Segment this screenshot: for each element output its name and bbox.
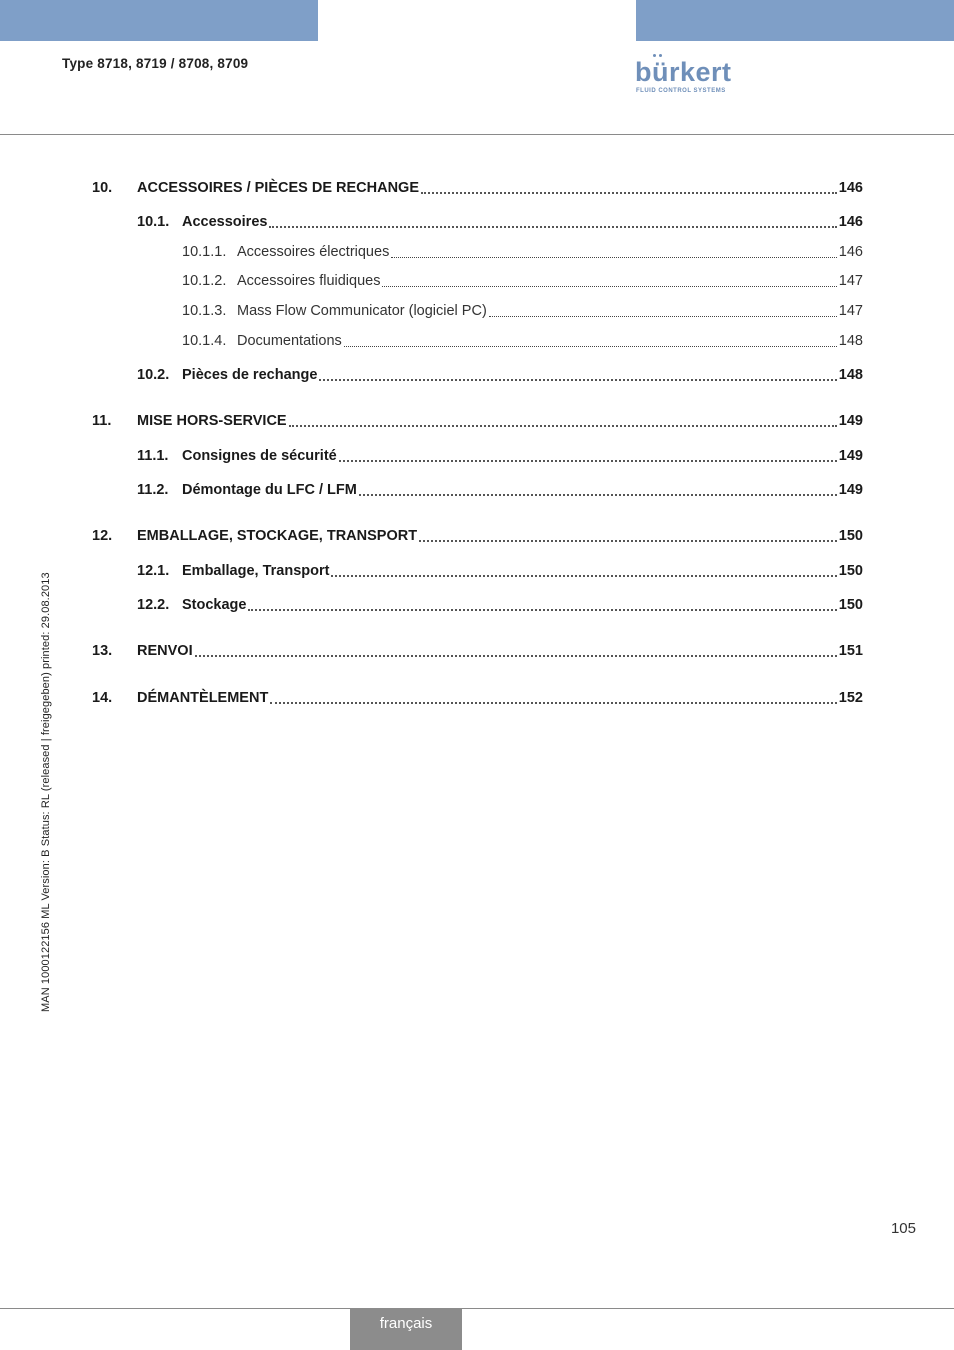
toc-entry-title: ACCESSOIRES / PIÈCES DE RECHANGE (137, 180, 419, 196)
document-metadata-vertical: MAN 1000122156 ML Version: B Status: RL (released | freigegeben) printed: 29.08.2013 (40, 572, 52, 1012)
toc-entry-title: Stockage (182, 597, 247, 613)
toc-entry-page: 150 (838, 528, 863, 544)
toc-entry-number: 13. (92, 643, 113, 659)
toc-entry-number: 12.2. (137, 597, 170, 613)
toc-entry-title: Consignes de sécurité (182, 448, 337, 464)
toc-dot-leader (421, 191, 837, 194)
toc-entry[interactable] (92, 412, 863, 430)
toc-entry[interactable] (92, 179, 863, 197)
toc-entry-title: Accessoires fluidiques (237, 273, 381, 289)
toc-entry[interactable] (137, 562, 863, 580)
toc-entry-number: 11.1. (137, 448, 169, 464)
toc-entry-number: 11.2. (137, 482, 169, 498)
document-type-title: Type 8718, 8719 / 8708, 8709 (62, 56, 249, 71)
toc-dot-leader (391, 256, 836, 258)
toc-entry[interactable] (92, 689, 863, 707)
toc-entry-number: 12.1. (137, 563, 170, 579)
toc-entry-number: 11. (92, 413, 112, 429)
toc-entry-page: 151 (838, 643, 863, 659)
toc-entry-title: Documentations (237, 333, 342, 349)
toc-entry-page: 149 (838, 413, 863, 429)
burkert-logo (635, 56, 735, 96)
toc-entry[interactable] (182, 243, 863, 261)
toc-entry-number: 10.1. (137, 214, 170, 230)
toc-entry-title: RENVOI (137, 643, 193, 659)
toc-entry-title: DÉMANTÈLEMENT (137, 690, 269, 706)
toc-entry-page: 150 (838, 563, 863, 579)
toc-entry[interactable] (137, 447, 863, 465)
toc-dot-leader (359, 493, 837, 496)
footer-divider (0, 1308, 954, 1309)
toc-dot-leader (489, 315, 837, 317)
header-bar-right (636, 0, 954, 41)
toc-dot-leader (319, 378, 836, 381)
toc-entry-page: 148 (838, 367, 863, 383)
toc-entry-title: EMBALLAGE, STOCKAGE, TRANSPORT (137, 528, 418, 544)
toc-entry-page: 146 (838, 244, 863, 260)
toc-dot-leader (331, 574, 836, 577)
toc-entry-title: MISE HORS-SERVICE (137, 413, 287, 429)
toc-entry-title: Mass Flow Communicator (logiciel PC) (237, 303, 487, 319)
toc-entry[interactable] (182, 272, 863, 290)
toc-entry[interactable] (137, 481, 863, 499)
toc-dot-leader (382, 285, 836, 287)
toc-entry-number: 10.1.2. (182, 273, 227, 289)
toc-dot-leader (248, 608, 836, 611)
toc-entry-page: 148 (838, 333, 863, 349)
toc-entry-page: 146 (838, 180, 863, 196)
toc-dot-leader (195, 654, 837, 657)
toc-entry[interactable] (137, 596, 863, 614)
toc-entry-number: 10.1.1. (182, 244, 227, 260)
logo-wordmark: bürkert (635, 57, 732, 87)
toc-dot-leader (289, 424, 837, 427)
toc-entry[interactable] (137, 213, 863, 231)
toc-entry-number: 10. (92, 180, 113, 196)
page-number: 105 (890, 1220, 916, 1237)
toc-entry-title: Accessoires électriques (237, 244, 390, 260)
toc-entry-number: 14. (92, 690, 113, 706)
header-divider (0, 134, 954, 135)
language-tab: français (350, 1308, 462, 1350)
toc-entry-number: 10.1.4. (182, 333, 227, 349)
toc-entry-page: 149 (838, 482, 863, 498)
toc-dot-leader (419, 539, 837, 542)
toc-entry-page: 152 (838, 690, 863, 706)
toc-entry-page: 150 (838, 597, 863, 613)
toc-entry[interactable] (92, 527, 863, 545)
toc-entry-number: 10.2. (137, 367, 170, 383)
toc-entry[interactable] (92, 642, 863, 660)
toc-entry-page: 146 (838, 214, 863, 230)
logo-tagline: FLUID CONTROL SYSTEMS (636, 88, 726, 94)
toc-entry-title: Emballage, Transport (182, 563, 330, 579)
toc-entry-page: 147 (838, 303, 863, 319)
toc-entry[interactable] (182, 302, 863, 320)
toc-dot-leader (344, 345, 837, 347)
toc-entry-page: 149 (838, 448, 863, 464)
toc-entry-title: Accessoires (182, 214, 268, 230)
toc-entry[interactable] (182, 332, 863, 350)
toc-dot-leader (270, 701, 836, 704)
toc-entry[interactable] (137, 366, 863, 384)
toc-dot-leader (269, 225, 836, 228)
toc-entry-title: Démontage du LFC / LFM (182, 482, 357, 498)
toc-entry-number: 12. (92, 528, 113, 544)
header-bar-left (0, 0, 318, 41)
toc-entry-number: 10.1.3. (182, 303, 227, 319)
toc-entry-page: 147 (838, 273, 863, 289)
toc-dot-leader (339, 459, 837, 462)
toc-entry-title: Pièces de rechange (182, 367, 318, 383)
